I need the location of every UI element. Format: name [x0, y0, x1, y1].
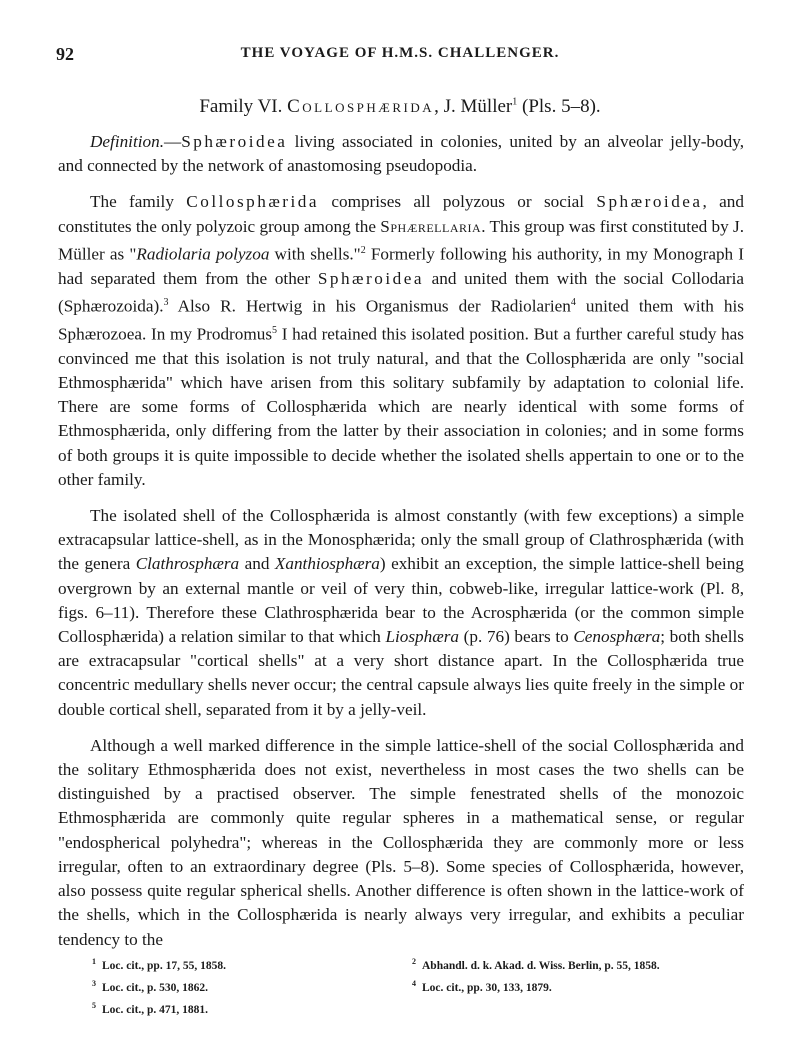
footnote-3 — [92, 975, 412, 997]
family-name: Collosphærida — [287, 96, 435, 117]
text-run: ; both shells are extracapsular "cortical shells" at a very short distance apart. In the Collosphærida true concentric medullary shells never occur; the central capsule always lies quite freely in the simple or double cortical shell, separated from it by a jelly-veil. — [58, 627, 744, 719]
spaced-term: Sphæroidea — [596, 192, 703, 212]
italic-term: Cenosphæra — [573, 627, 661, 647]
italic-term: Liosphæra — [385, 627, 459, 647]
footnote-number: 5 — [92, 1000, 96, 1010]
footnote-ref-3: 3 — [163, 296, 169, 308]
text-run: Also R. Hertwig in his Organismus der Radiolarien — [168, 296, 571, 316]
footnote-text: Abhandl. d. k. Akad. d. Wiss. Berlin, p. 55, 1858. — [422, 959, 660, 972]
heading-prefix: Family VI. — [199, 96, 283, 117]
definition-text: living associated in colonies, united by an alveolar jelly-body, and connected by the network of anastomosing pseudopodia. — [58, 132, 744, 176]
text-run: and united them with the social Collodaria (Sphærozoida). — [58, 268, 744, 316]
text-run: with shells." — [269, 244, 361, 264]
italic-term: Radiolaria polyzoa — [136, 244, 270, 264]
footnote-1 — [92, 953, 412, 975]
footnote-text: Loc. cit., pp. 30, 133, 1879. — [422, 981, 552, 994]
footnote-ref-4: 4 — [570, 296, 576, 308]
footnote-row — [92, 997, 752, 1019]
definition-paragraph — [58, 130, 744, 178]
text-run: The isolated shell of the Collosphærida is almost constantly (with few exceptions) a simple extracapsular lattice-shell, as in the Monosphærida; only the small group of Clathrosphærida (with the genera — [58, 506, 744, 574]
spaced-term: Sphæroidea — [317, 268, 424, 288]
heading-author: , J. Müller — [434, 96, 513, 117]
footnote-number: 2 — [412, 957, 416, 966]
footnote-number: 4 — [412, 978, 416, 988]
italic-term: Clathrosphæra — [135, 554, 240, 574]
definition-dash: — — [164, 132, 182, 151]
footnote-row — [92, 975, 752, 997]
footnote-number: 1 — [92, 957, 96, 966]
text-run: I had retained this isolated position. But a further careful study has convinced me that this isolation is not truly natural, and that the Collosphærida are only "social Ethmosphærida" which have arisen from this solitary subfamily by adaptation to colonial life. There are some forms of Collosphærida which are nearly identical with some forms of Ethmosphærida, only differing from the latter by their association in colonies; and in some forms of both groups it is quite impossible to decide whether the isolated shells appertain to one or to the other family. — [58, 324, 744, 489]
footnote-ref-5: 5 — [272, 324, 278, 336]
footnote-ref-2: 2 — [360, 244, 366, 256]
footnotes — [92, 953, 752, 1018]
text-run: (p. 76) bears to — [459, 627, 574, 647]
footnote-text: Loc. cit., pp. 17, 55, 1858. — [102, 959, 226, 972]
family-heading — [56, 96, 744, 118]
footnote-5 — [92, 997, 412, 1019]
text-run: united them with his Sphærozoea. In my Prodromus — [58, 296, 744, 344]
page-number: 92 — [56, 44, 74, 64]
heading-plates: (Pls. 5–8). — [517, 96, 601, 117]
text-run: , and constitutes the only polyzoic group among the — [58, 192, 744, 236]
footnote-row — [92, 953, 752, 975]
text-run: . This group was first constituted by J. Müller as " — [58, 216, 744, 264]
body-text — [58, 130, 744, 952]
text-run: ) exhibit an exception, the simple lattice-shell being overgrown by an external mantle or veil of very thin, cobweb-like, irregular lattice-work (Pl. 8, figs. 6–11). Therefore these Clathrosphærida bear to the Acrosphærida (or the common simple Collosphærida) a relation similar to that which — [58, 554, 744, 647]
spaced-term: Collosphærida — [186, 192, 320, 212]
footnote-text: Loc. cit., p. 471, 1881. — [102, 1003, 209, 1016]
footnote-4 — [412, 975, 752, 997]
definition-term: Sphæroidea — [181, 132, 288, 151]
italic-term: Xanthiosphæra — [274, 554, 380, 574]
footnote-ref-1: 1 — [512, 96, 518, 108]
text-run: The family — [90, 192, 187, 212]
footnote-number: 3 — [92, 978, 96, 988]
text-run: and — [239, 554, 275, 574]
paragraph-1 — [58, 190, 744, 492]
small-caps-term: Sphærellaria — [380, 216, 482, 236]
footnote-2 — [412, 953, 752, 975]
paragraph-2 — [58, 504, 744, 722]
footnote-text: Loc. cit., p. 530, 1862. — [102, 981, 209, 994]
text-run: Formerly following his authority, in my Monograph I had separated them from the other — [58, 244, 744, 288]
text-run: comprises all polyzous or social — [319, 192, 597, 212]
running-title: THE VOYAGE OF H.M.S. CHALLENGER. — [240, 45, 560, 61]
definition-label: Definition. — [90, 132, 164, 151]
page-header — [56, 44, 744, 68]
paragraph-3: Although a well marked difference in the simple lattice-shell of the social Collosphærida and the solitary Ethmosphærida does not exist, nevertheless in most cases the two shells can be distinguished by a practised observer. The simple fenestrated shells of the monozoic Ethmosphærida are commonly quite regular spheres in a mathematical sense, or regular "endospherical polyhedra"; whereas in the Collosphærida they are commonly more or less irregular, often to an extraordinary degree (Pls. 5–8). Some species of Collosphærida, however, also possess quite regular spherical shells. Another difference is often shown in the lattice-work of the shells, which in the Collosphærida is nearly always very irregular, and exhibits a peculiar tendency to the — [58, 735, 744, 949]
